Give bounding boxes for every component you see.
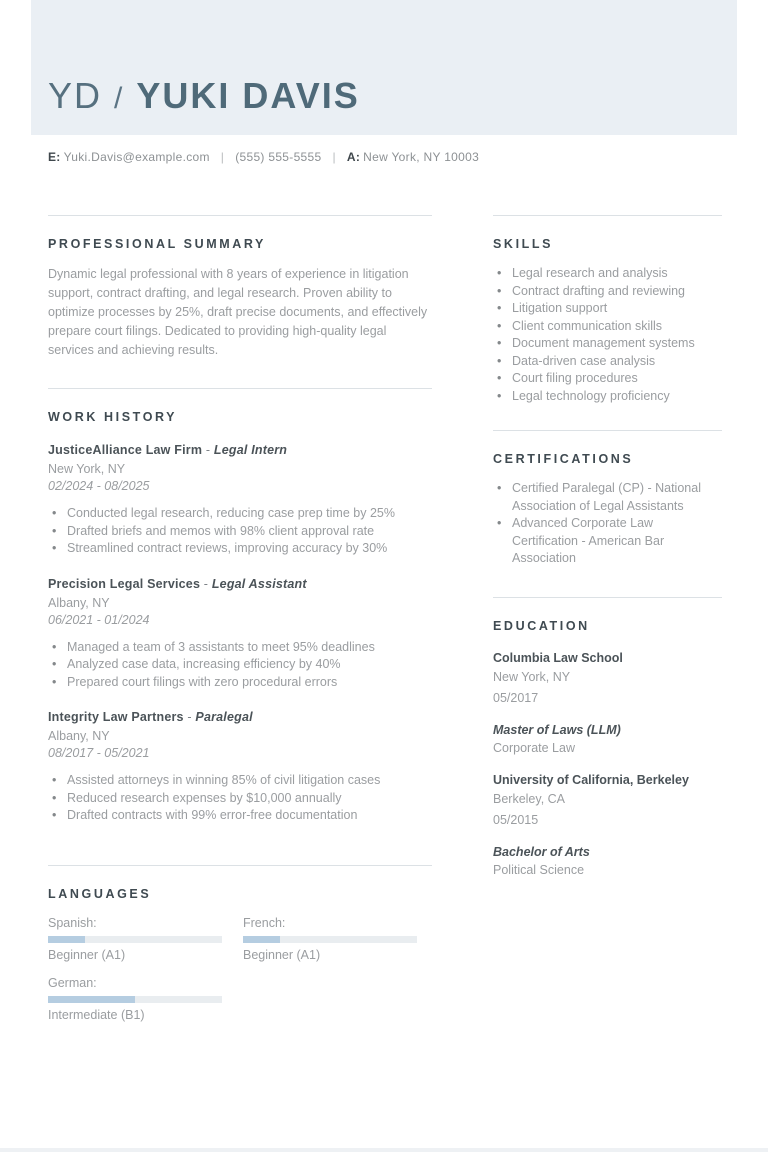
page-bottom-edge [0,1148,768,1152]
header-band [31,0,737,135]
right-column [493,215,722,877]
language-level: Intermediate (B1) [48,1007,145,1022]
language-level: Beginner (A1) [48,947,126,962]
education-date: 05/2015 [493,812,539,827]
education-location: New York, NY [493,669,571,684]
skill-item: • Court filing procedures [493,370,722,388]
skills-list [493,265,722,405]
section-heading-summary: PROFESSIONAL SUMMARY [48,237,266,251]
job-bullet-list [48,639,432,692]
job-dates: 08/2017 - 05/2021 [48,746,150,760]
job-company: JusticeAlliance Law Firm [48,443,203,457]
skill-item: • Data-driven case analysis [493,353,722,371]
section-certifications [493,430,722,568]
section-professional-summary [48,215,432,360]
language-level: Beginner (A1) [243,947,321,962]
skill-item: • Litigation support [493,300,722,318]
job-company: Precision Legal Services [48,576,201,591]
section-divider [493,597,722,598]
language-name: Spanish: [48,915,97,930]
email-value: Yuki.Davis@example.com [63,150,210,164]
language-progress-fill [48,936,85,943]
job-title [48,577,432,591]
contact-separator: | [220,150,225,164]
language-progress-track [243,936,417,943]
job-entry [48,443,432,558]
section-heading-certifications: CERTIFICATIONS [493,452,634,466]
education-date: 05/2017 [493,690,539,705]
job-role: Paralegal [195,710,253,724]
job-dates: 06/2021 - 01/2024 [48,612,150,627]
language-progress-fill [243,936,280,943]
section-divider [48,388,432,389]
contact-separator: | [332,150,336,164]
language-item [48,976,222,1022]
skill-item: • Legal research and analysis [493,265,722,283]
job-title-dash: - [200,576,212,591]
language-item [48,916,222,962]
section-heading-education: EDUCATION [493,618,590,633]
job-bullet: • Streamlined contract reviews, improving accuracy by 30% [48,540,432,558]
phone-value: (555) 555-5555 [235,150,322,164]
skill-item: • Client communication skills [493,318,722,336]
skill-item: • Contract drafting and reviewing [493,283,722,301]
job-bullet: • Analyzed case data, increasing efficiency by 40% [48,656,432,674]
address-label: A: [346,150,361,164]
education-school: University of California, Berkeley [493,772,689,787]
job-bullet: • Drafted contracts with 99% error-free documentation [48,807,432,825]
section-divider [493,215,722,216]
language-progress-track [48,936,222,943]
section-heading-skills: SKILLS [493,237,554,251]
slash-separator: / [114,82,125,115]
language-progress-track [48,996,222,1003]
job-title-dash: - [183,710,196,724]
language-progress-fill [48,996,135,1003]
certification-item: • Certified Paralegal (CP) - National Association of Legal Assistants [493,480,722,515]
section-education [493,597,722,877]
address-value: New York, NY 10003 [363,150,480,164]
job-title-dash: - [202,443,214,457]
job-bullet-list [48,772,432,825]
education-school: Columbia Law School [493,650,623,665]
full-name: YUKI DAVIS [136,75,360,116]
job-bullet: • Conducted legal research, reducing case prep time by 25% [48,505,432,523]
job-title [48,710,432,724]
job-role: Legal Assistant [211,576,307,591]
section-work-history [48,388,432,825]
contact-line [48,150,479,164]
section-heading-languages: LANGUAGES [48,886,152,901]
section-heading-work-history: WORK HISTORY [48,410,178,424]
job-bullet: • Assisted attorneys in winning 85% of civil litigation cases [48,772,432,790]
left-column [48,215,432,1022]
education-entry [493,773,722,877]
email-entry [48,150,210,164]
job-bullet-list [48,505,432,558]
education-field: Political Science [493,862,585,877]
section-languages [48,865,432,1022]
email-label: E: [48,150,61,164]
job-dates: 02/2024 - 08/2025 [48,479,150,493]
language-item [243,916,417,962]
job-location: Albany, NY [48,595,110,610]
section-divider [493,430,722,431]
job-entry [48,577,432,692]
job-title [48,443,432,457]
education-location: Berkeley, CA [493,791,566,806]
job-company: Integrity Law Partners [48,710,184,724]
job-location: Albany, NY [48,729,110,743]
certification-item: • Advanced Corporate Law Certification - American Bar Association [493,515,722,568]
skill-item: • Document management systems [493,335,722,353]
section-divider [48,865,432,866]
summary-text: Dynamic legal professional with 8 years of experience in litigation support, contract drafting, and legal research. Proven ability to optimize processes by 25%, draft precise documents, and effectively prepare court filings. Dedicated to providing high-quality legal services and achieving results. [48,267,428,357]
section-divider [48,215,432,216]
initials: YD [48,75,103,116]
certifications-list [493,480,722,568]
job-bullet: • Reduced research expenses by $10,000 annually [48,790,432,808]
education-entry [493,651,722,755]
name-row [48,75,360,117]
job-role: Legal Intern [213,443,288,457]
job-bullet: • Prepared court filings with zero procedural errors [48,674,432,692]
education-degree: Bachelor of Arts [493,844,590,859]
education-field: Corporate Law [493,740,575,755]
language-name: French: [243,915,286,930]
job-entry [48,710,432,825]
job-location: New York, NY [48,462,126,476]
education-degree: Master of Laws (LLM) [493,722,621,737]
job-bullet: • Drafted briefs and memos with 98% client approval rate [48,523,432,541]
address-entry [347,150,479,164]
skill-item: • Legal technology proficiency [493,388,722,406]
job-bullet: • Managed a team of 3 assistants to meet 95% deadlines [48,639,432,657]
language-name: German: [48,975,97,990]
section-skills [493,215,722,405]
language-grid [48,916,432,1022]
